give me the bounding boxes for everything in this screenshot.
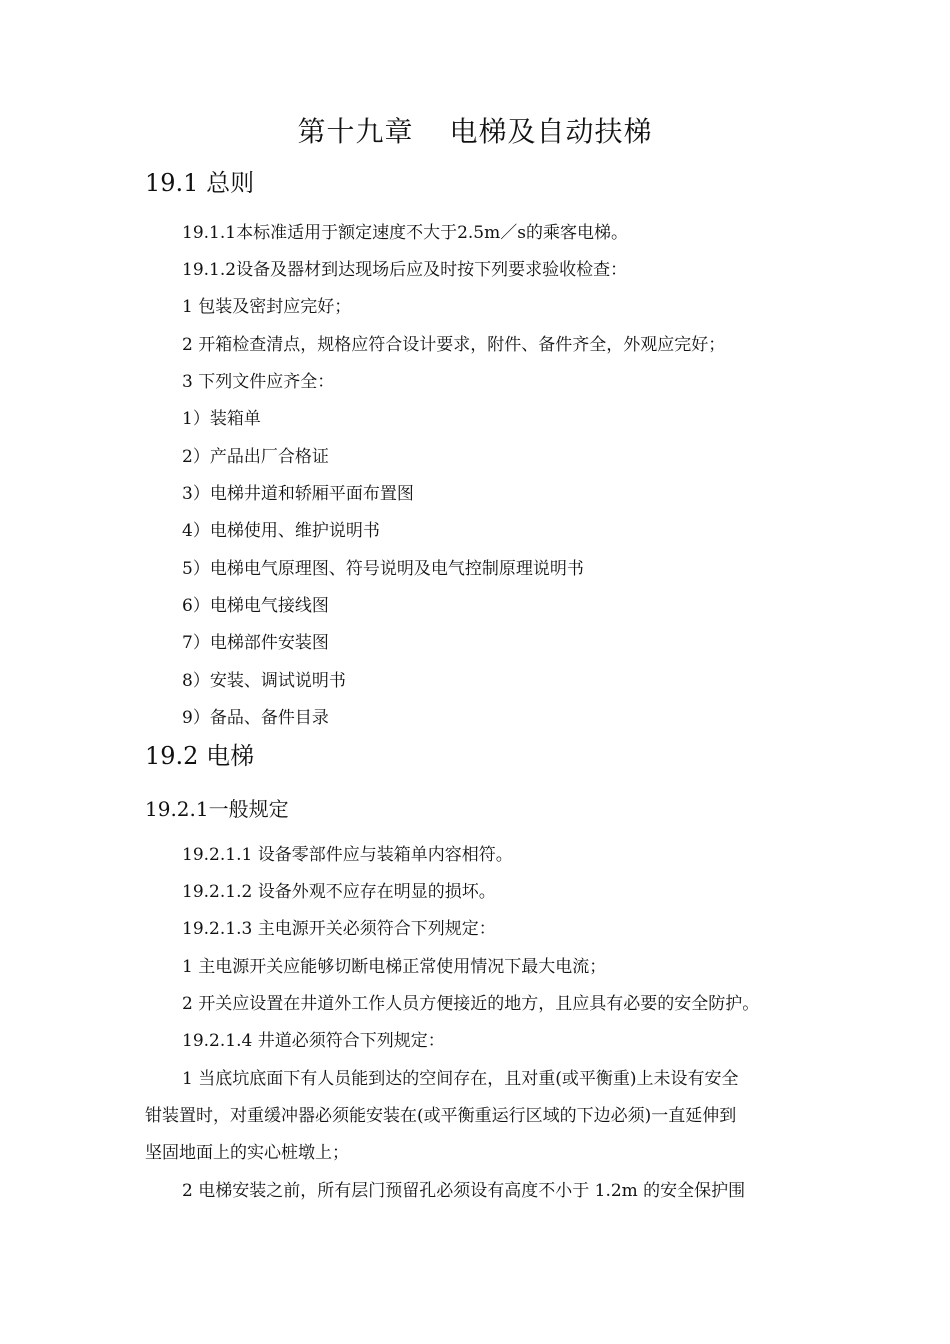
list-item: 1 主电源开关应能够切断电梯正常使用情况下最大电流；: [182, 957, 607, 977]
paragraph: 19.2.1.4 井道必须符合下列规定：: [182, 1031, 445, 1051]
list-item: 8）安装、调试说明书: [182, 671, 346, 691]
paragraph: 19.1.1本标准适用于额定速度不大于2.5m／s的乘客电梯。: [182, 223, 628, 243]
list-item: 3）电梯井道和轿厢平面布置图: [182, 484, 414, 504]
list-item: 4）电梯使用、维护说明书: [182, 521, 380, 541]
paragraph: 19.2.1.3 主电源开关必须符合下列规定：: [182, 919, 496, 939]
list-item: 9）备品、备件目录: [182, 708, 329, 728]
paragraph: 19.2.1.1 设备零部件应与装箱单内容相符。: [182, 845, 513, 865]
list-item: 5）电梯电气原理图、符号说明及电气控制原理说明书: [182, 559, 584, 579]
list-item: 1 包装及密封应完好；: [182, 297, 352, 317]
list-item: 3 下列文件应齐全：: [182, 372, 335, 392]
list-item: 6）电梯电气接线图: [182, 596, 329, 616]
list-item: 7）电梯部件安装图: [182, 633, 329, 653]
list-item: 2 开关应设置在井道外工作人员方便接近的地方，且应具有必要的安全防护。: [182, 994, 760, 1014]
paragraph: 19.2.1.2 设备外观不应存在明显的损坏。: [182, 882, 496, 902]
paragraph-line: 坚固地面上的实心桩墩上；: [145, 1143, 349, 1163]
chapter-name: 电梯及自动扶梯: [449, 115, 653, 148]
list-item: 2）产品出厂合格证: [182, 447, 329, 467]
paragraph: 19.1.2设备及器材到达现场后应及时按下列要求验收检查：: [182, 260, 628, 280]
paragraph-line: 1 当底坑底面下有人员能到达的空间存在，且对重(或平衡重)上未设有安全: [182, 1069, 739, 1089]
list-item: 1）装箱单: [182, 409, 261, 429]
paragraph-line: 钳装置时，对重缓冲器必须能安装在(或平衡重运行区域的下边必须)一直延伸到: [145, 1106, 737, 1126]
chapter-number: 第十九章: [297, 115, 414, 148]
list-item: 2 开箱检查清点，规格应符合设计要求，附件、备件齐全，外观应完好；: [182, 335, 726, 355]
subsection-heading-19-2-1: 19.2.1一般规定: [145, 797, 289, 821]
section-heading-19-2: 19.2 电梯: [145, 742, 255, 770]
paragraph-line: 2 电梯安装之前，所有层门预留孔必须设有高度不小于 1.2m 的安全保护围: [182, 1181, 746, 1201]
section-heading-19-1: 19.1 总则: [145, 169, 255, 197]
chapter-title: [0, 112, 950, 152]
